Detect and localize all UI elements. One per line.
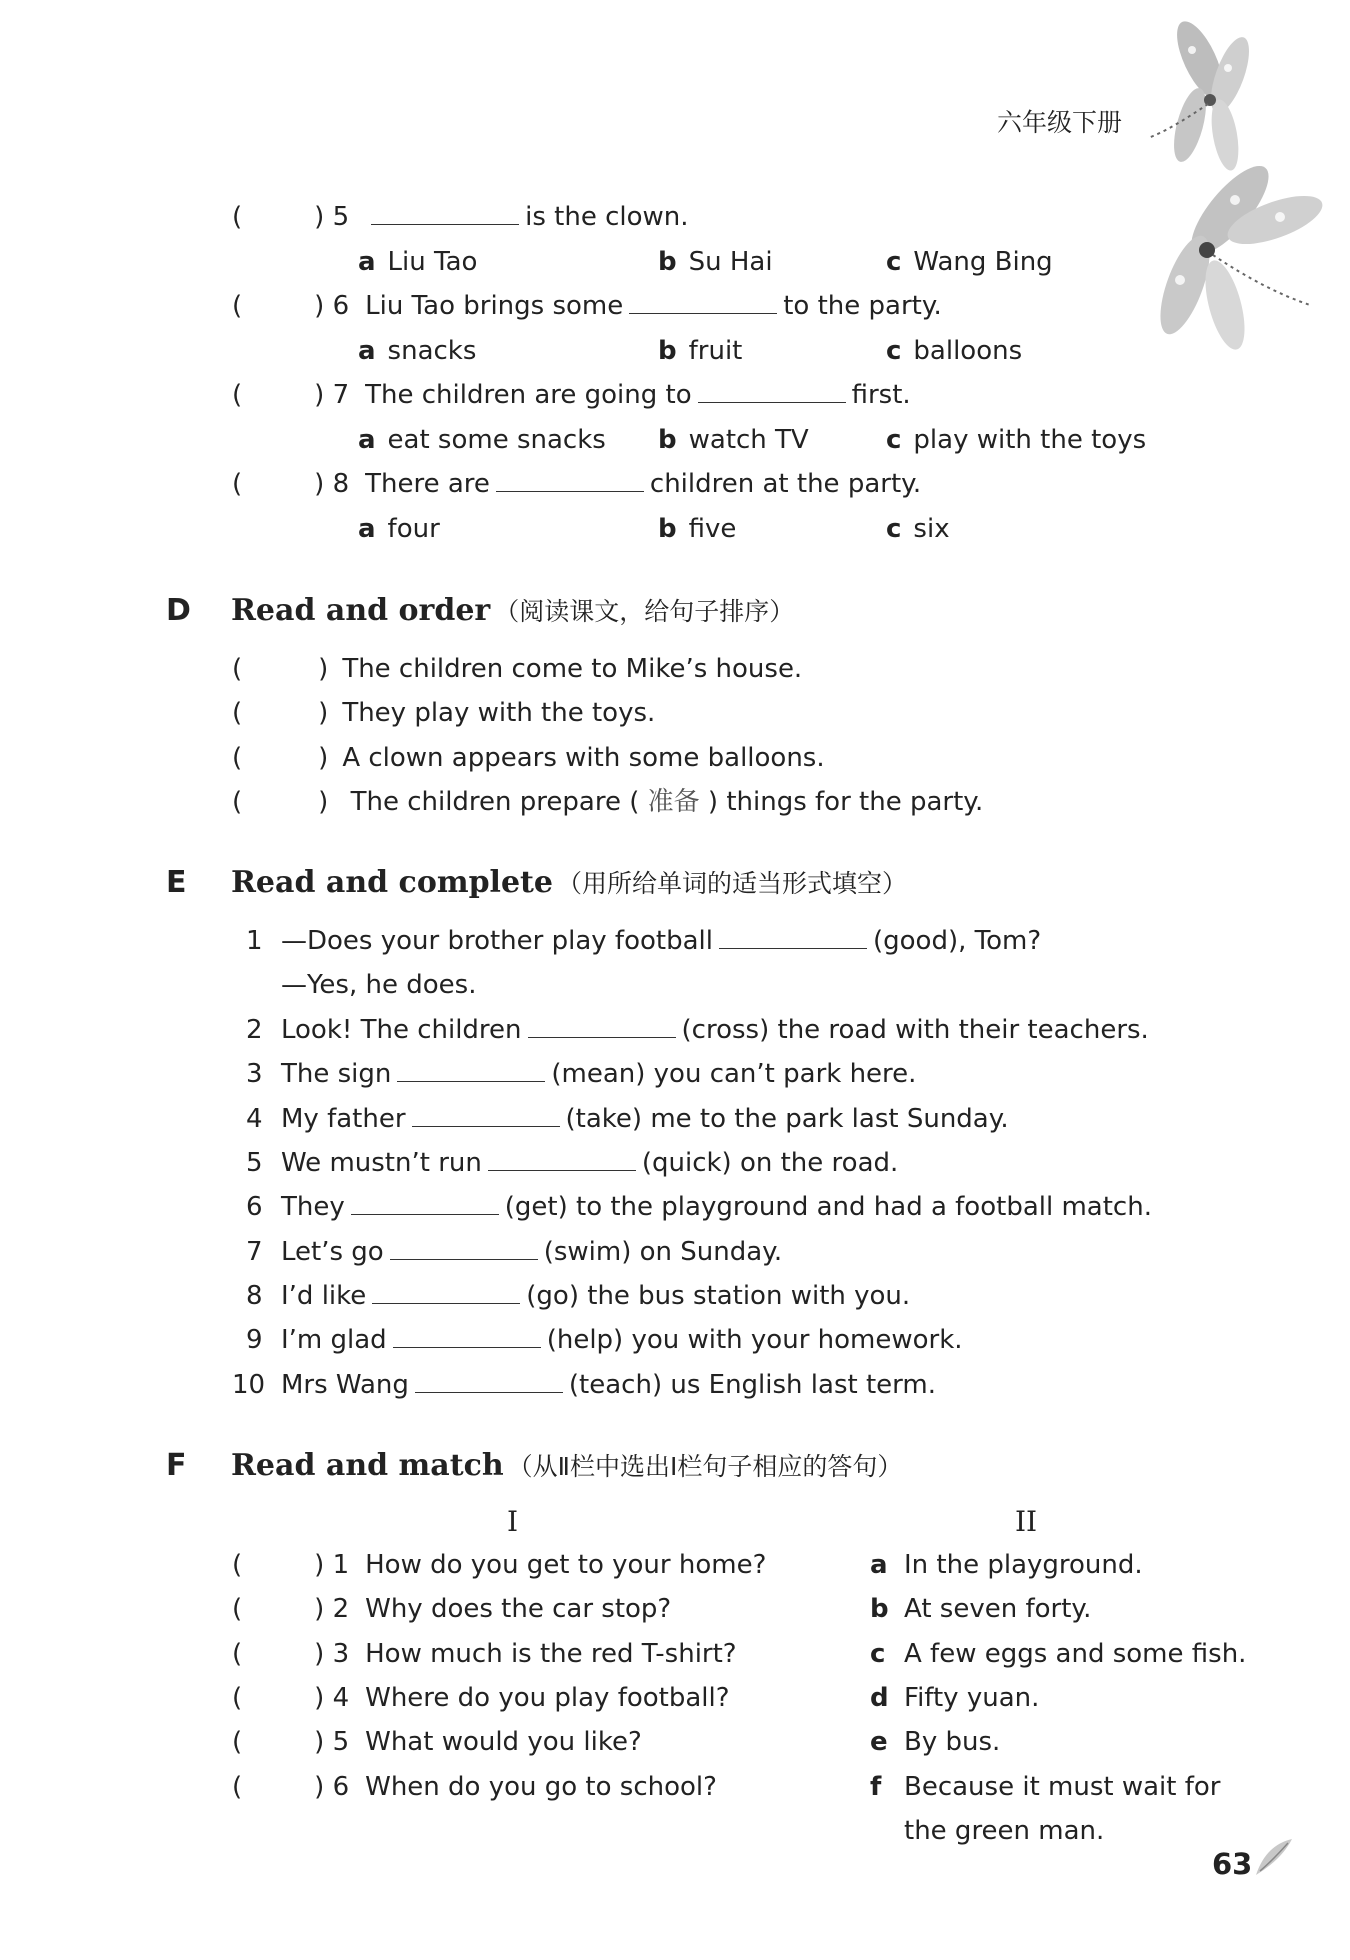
- option-text: In the playground.: [904, 1550, 1143, 1580]
- list-item: [281, 1106, 1009, 1132]
- option-letter: a: [358, 514, 376, 544]
- option-letter: c: [886, 425, 902, 455]
- list-item: [281, 1150, 898, 1176]
- section-d-title-line: [231, 593, 795, 628]
- item-number: 2: [246, 1015, 263, 1045]
- option-text: Wang Bing: [913, 247, 1053, 277]
- dragonfly-bottom-icon: [1135, 155, 1335, 375]
- option-text: By bus.: [904, 1727, 1001, 1757]
- option-letter: e: [870, 1727, 888, 1757]
- option-b[interactable]: [658, 427, 809, 453]
- item-text-before: —Yes, he does.: [281, 970, 477, 1000]
- question-row: [232, 1685, 730, 1711]
- option-text: six: [913, 514, 950, 544]
- question-row: [232, 1552, 766, 1578]
- question-number: ) 1: [314, 1550, 350, 1580]
- item-number: 3: [246, 1059, 263, 1089]
- list-item: [281, 972, 476, 998]
- option-letter: c: [886, 514, 902, 544]
- option-letter: d: [870, 1683, 889, 1713]
- item-number: 9: [246, 1325, 263, 1355]
- list-item: [281, 1372, 936, 1398]
- question-text-after: children at the party.: [649, 469, 922, 499]
- question-text: [365, 380, 911, 410]
- answer-blank[interactable]: [390, 1258, 538, 1260]
- page-header-title: 六年级下册: [997, 108, 1123, 137]
- answer-paren[interactable]: (: [232, 743, 243, 773]
- item-number: 8: [246, 1281, 263, 1311]
- option-c[interactable]: [886, 516, 950, 542]
- answer-paren[interactable]: (: [232, 1550, 243, 1580]
- list-item: [281, 1283, 910, 1309]
- item-text-before: Look! The children: [281, 1015, 522, 1045]
- option-text: four: [387, 514, 440, 544]
- column-header-i: I: [507, 1505, 519, 1538]
- answer-blank[interactable]: [415, 1391, 563, 1393]
- answer-option: [870, 1774, 1220, 1800]
- answer-blank[interactable]: [528, 1036, 676, 1038]
- answer-paren[interactable]: (: [232, 1683, 243, 1713]
- option-text: the green man.: [904, 1816, 1105, 1846]
- option-a[interactable]: [358, 249, 477, 275]
- list-item: [281, 1017, 1149, 1043]
- item-text-before: My father: [281, 1104, 406, 1134]
- question-text-before: There are: [365, 469, 490, 499]
- item-text: The children come to Mike’s house.: [342, 654, 803, 684]
- question-number: ) 5: [314, 202, 350, 232]
- option-letter: c: [886, 336, 902, 366]
- answer-option: [870, 1552, 1143, 1578]
- item-text-before: Mrs Wang: [281, 1370, 409, 1400]
- option-letter: a: [870, 1550, 888, 1580]
- option-text: Fifty yuan.: [904, 1683, 1040, 1713]
- answer-paren[interactable]: (: [232, 1594, 243, 1624]
- question-row: [232, 204, 689, 230]
- section-subtitle: （从Ⅱ栏中选出Ⅰ栏句子相应的答句）: [507, 1452, 903, 1481]
- option-letter: f: [870, 1772, 882, 1802]
- answer-paren[interactable]: (: [232, 698, 243, 728]
- option-letter: b: [658, 425, 677, 455]
- answer-blank[interactable]: [412, 1125, 560, 1127]
- list-item: ( ) The children prepare ( 准备 ) things for the party.: [232, 787, 984, 817]
- answer-paren[interactable]: (: [232, 380, 243, 410]
- question-text: [365, 202, 688, 232]
- item-text-cn: 准备: [647, 787, 700, 817]
- section-e-title-line: [231, 865, 907, 900]
- option-letter: b: [870, 1594, 889, 1624]
- option-letter: a: [358, 247, 376, 277]
- question-text: [365, 291, 942, 321]
- answer-paren[interactable]: (: [232, 202, 243, 232]
- answer-option: [870, 1596, 1091, 1622]
- item-text-after: ) things for the party.: [707, 787, 984, 817]
- item-text-after: (get) to the playground and had a football match.: [504, 1192, 1152, 1222]
- item-text-before: The sign: [281, 1059, 392, 1089]
- question-row: [232, 293, 942, 319]
- option-letter: b: [658, 247, 677, 277]
- item-number: 7: [246, 1237, 263, 1267]
- column-header-ii: II: [1015, 1505, 1038, 1538]
- item-text-before: I’d like: [281, 1281, 367, 1311]
- section-letter: D: [166, 593, 191, 628]
- option-a[interactable]: [358, 427, 606, 453]
- question-number: ) 6: [314, 1772, 350, 1802]
- option-letter: b: [658, 514, 677, 544]
- item-text-before: Let’s go: [281, 1237, 384, 1267]
- list-item: ( ) A clown appears with some balloons.: [232, 743, 825, 773]
- question-row: [232, 1774, 717, 1800]
- item-text-before: They: [281, 1192, 345, 1222]
- item-text-after: (go) the bus station with you.: [526, 1281, 911, 1311]
- section-letter: E: [166, 865, 187, 900]
- question-text: When do you go to school?: [365, 1772, 717, 1802]
- list-item: [281, 1194, 1152, 1220]
- section-d-header: [166, 593, 191, 628]
- item-text-before: —Does your brother play football: [281, 926, 713, 956]
- question-text: Where do you play football?: [365, 1683, 730, 1713]
- answer-paren[interactable]: (: [232, 1639, 243, 1669]
- question-number: ) 7: [314, 380, 350, 410]
- question-text: Why does the car stop?: [365, 1594, 672, 1624]
- option-text: Su Hai: [688, 247, 773, 277]
- question-row: [232, 1641, 737, 1667]
- item-text-before: The children prepare (: [350, 787, 640, 817]
- page-number: 63: [1212, 1847, 1253, 1881]
- section-subtitle: （阅读课文，给句子排序）: [494, 597, 795, 626]
- answer-blank[interactable]: [488, 1169, 636, 1171]
- option-b[interactable]: [658, 249, 773, 275]
- item-text: They play with the toys.: [342, 698, 656, 728]
- option-text: watch TV: [688, 425, 809, 455]
- option-letter: c: [886, 247, 902, 277]
- option-b[interactable]: [658, 516, 736, 542]
- answer-blank[interactable]: [496, 490, 644, 492]
- question-text-before: Liu Tao brings some: [365, 291, 624, 321]
- list-item: [281, 1239, 782, 1265]
- question-number: ) 5: [314, 1727, 350, 1757]
- answer-blank[interactable]: [629, 312, 777, 314]
- answer-blank[interactable]: [393, 1346, 541, 1348]
- item-text-after: (teach) us English last term.: [568, 1370, 936, 1400]
- item-text-before: We mustn’t run: [281, 1148, 482, 1178]
- question-number: ) 4: [314, 1683, 350, 1713]
- option-text: snacks: [387, 336, 477, 366]
- option-c[interactable]: [886, 427, 1146, 453]
- question-number: ) 6: [314, 291, 350, 321]
- option-letter: a: [358, 425, 376, 455]
- answer-paren[interactable]: (: [232, 291, 243, 321]
- question-text-before: The children are going to: [365, 380, 692, 410]
- question-text: How much is the red T-shirt?: [365, 1639, 737, 1669]
- item-text-after: (cross) the road with their teachers.: [681, 1015, 1149, 1045]
- answer-paren[interactable]: (: [232, 1727, 243, 1757]
- answer-option: [870, 1818, 1104, 1844]
- item-text-after: (mean) you can’t park here.: [551, 1059, 917, 1089]
- answer-option: [870, 1641, 1246, 1667]
- answer-paren[interactable]: (: [232, 654, 243, 684]
- answer-option: [870, 1729, 1000, 1755]
- option-text: At seven forty.: [904, 1594, 1092, 1624]
- item-number: 6: [246, 1192, 263, 1222]
- list-item: [281, 1327, 963, 1353]
- item-number: 1: [246, 926, 263, 956]
- answer-option: [870, 1685, 1039, 1711]
- item-number: 5: [246, 1148, 263, 1178]
- item-text-before: I’m glad: [281, 1325, 387, 1355]
- option-text: fruit: [688, 336, 743, 366]
- option-letter: a: [358, 336, 376, 366]
- list-item: [281, 928, 1041, 954]
- item-text: A clown appears with some balloons.: [342, 743, 825, 773]
- section-f-title-line: [231, 1448, 903, 1483]
- question-text-after: is the clown.: [525, 202, 689, 232]
- item-number: 10: [232, 1370, 266, 1400]
- list-item: ( ) The children come to Mike’s house.: [232, 654, 803, 684]
- option-c[interactable]: [886, 338, 1022, 364]
- question-row: [232, 1729, 642, 1755]
- option-a[interactable]: [358, 516, 440, 542]
- answer-blank[interactable]: [719, 947, 867, 949]
- question-text-after: to the party.: [783, 291, 942, 321]
- question-text-after: first.: [851, 380, 911, 410]
- answer-blank[interactable]: [372, 1302, 520, 1304]
- answer-blank[interactable]: [371, 223, 519, 225]
- section-subtitle: （用所给单词的适当形式填空）: [556, 869, 907, 898]
- question-row: [232, 382, 911, 408]
- section-title: Read and order: [231, 593, 491, 628]
- option-text: balloons: [913, 336, 1023, 366]
- option-letter: b: [658, 336, 677, 366]
- list-item: ( ) They play with the toys.: [232, 698, 656, 728]
- question-text: How do you get to your home?: [365, 1550, 767, 1580]
- option-text: Because it must wait for: [904, 1772, 1221, 1802]
- section-title: Read and complete: [231, 865, 553, 900]
- question-text: [365, 469, 921, 499]
- option-a[interactable]: [358, 338, 476, 364]
- leaf-icon: [1252, 1835, 1297, 1880]
- section-f-header: [166, 1448, 187, 1483]
- section-title: Read and match: [231, 1448, 504, 1483]
- list-item: [281, 1061, 916, 1087]
- option-text: eat some snacks: [387, 425, 606, 455]
- answer-blank[interactable]: [397, 1080, 545, 1082]
- question-number: ) 3: [314, 1639, 350, 1669]
- item-text-after: (help) you with your homework.: [546, 1325, 963, 1355]
- item-text-after: (good), Tom?: [872, 926, 1042, 956]
- option-text: Liu Tao: [387, 247, 478, 277]
- question-text: What would you like?: [365, 1727, 642, 1757]
- question-number: ) 8: [314, 469, 350, 499]
- item-text-after: (swim) on Sunday.: [543, 1237, 783, 1267]
- option-letter: c: [870, 1639, 886, 1669]
- section-e-header: [166, 865, 187, 900]
- item-text-after: (take) me to the park last Sunday.: [565, 1104, 1009, 1134]
- answer-blank[interactable]: [698, 401, 846, 403]
- option-text: play with the toys: [913, 425, 1147, 455]
- question-number: ) 2: [314, 1594, 350, 1624]
- item-text-after: (quick) on the road.: [641, 1148, 899, 1178]
- option-text: A few eggs and some fish.: [904, 1639, 1247, 1669]
- section-letter: F: [166, 1448, 187, 1483]
- question-row: [232, 471, 921, 497]
- item-number: 4: [246, 1104, 263, 1134]
- answer-paren[interactable]: (: [232, 469, 243, 499]
- option-c[interactable]: [886, 249, 1053, 275]
- answer-blank[interactable]: [351, 1213, 499, 1215]
- answer-paren[interactable]: (: [232, 1772, 243, 1802]
- option-b[interactable]: [658, 338, 742, 364]
- question-row: [232, 1596, 671, 1622]
- option-text: five: [688, 514, 737, 544]
